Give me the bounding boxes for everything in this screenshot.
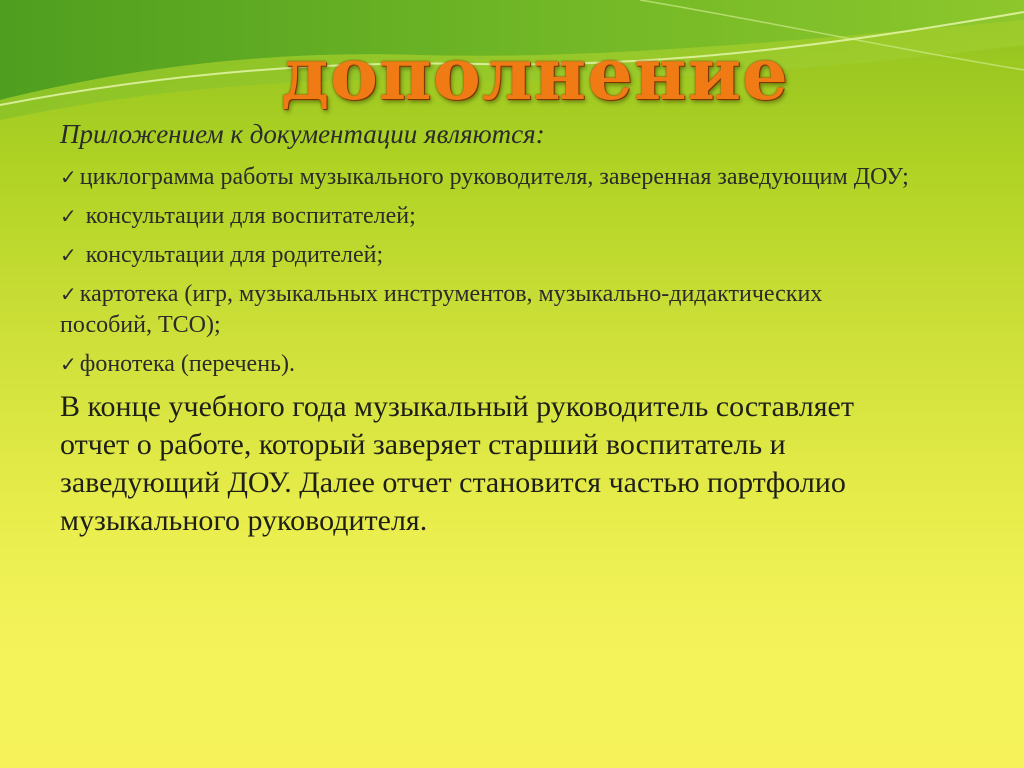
checkmark-icon: ✓ [60, 243, 77, 268]
list-item-label: циклограмма работы музыкального руководителя, заверенная заведующим ДОУ; [79, 164, 909, 191]
checkmark-icon: ✓ [60, 352, 77, 377]
list-item-label: консультации для воспитателей; [79, 203, 416, 230]
documents-list [60, 162, 920, 380]
list-item [60, 162, 920, 193]
checkmark-icon: ✓ [60, 204, 77, 229]
checkmark-icon: ✓ [60, 165, 77, 190]
list-item [60, 279, 920, 341]
subheading: Приложением к документации являются: [60, 119, 545, 149]
list-item-label: фонотека (перечень). [79, 351, 295, 378]
list-item-label: картотека (игр, музыкальных инструментов, музыкально-дидактических пособий, ТСО); [60, 281, 823, 339]
list-item-label: консультации для родителей; [79, 242, 384, 269]
slide-content [60, 118, 920, 540]
conclusion-paragraph: В конце учебного года музыкальный руководитель составляет отчет о работе, который заверяет старший воспитатель и заведующий ДОУ. Далее отчет становится частью портфолио музыкального руководителя. [60, 390, 854, 538]
list-item [60, 349, 920, 380]
list-item [60, 201, 920, 232]
list-item [60, 240, 920, 271]
checkmark-icon: ✓ [60, 282, 77, 307]
slide-title: дополнение [281, 31, 789, 116]
